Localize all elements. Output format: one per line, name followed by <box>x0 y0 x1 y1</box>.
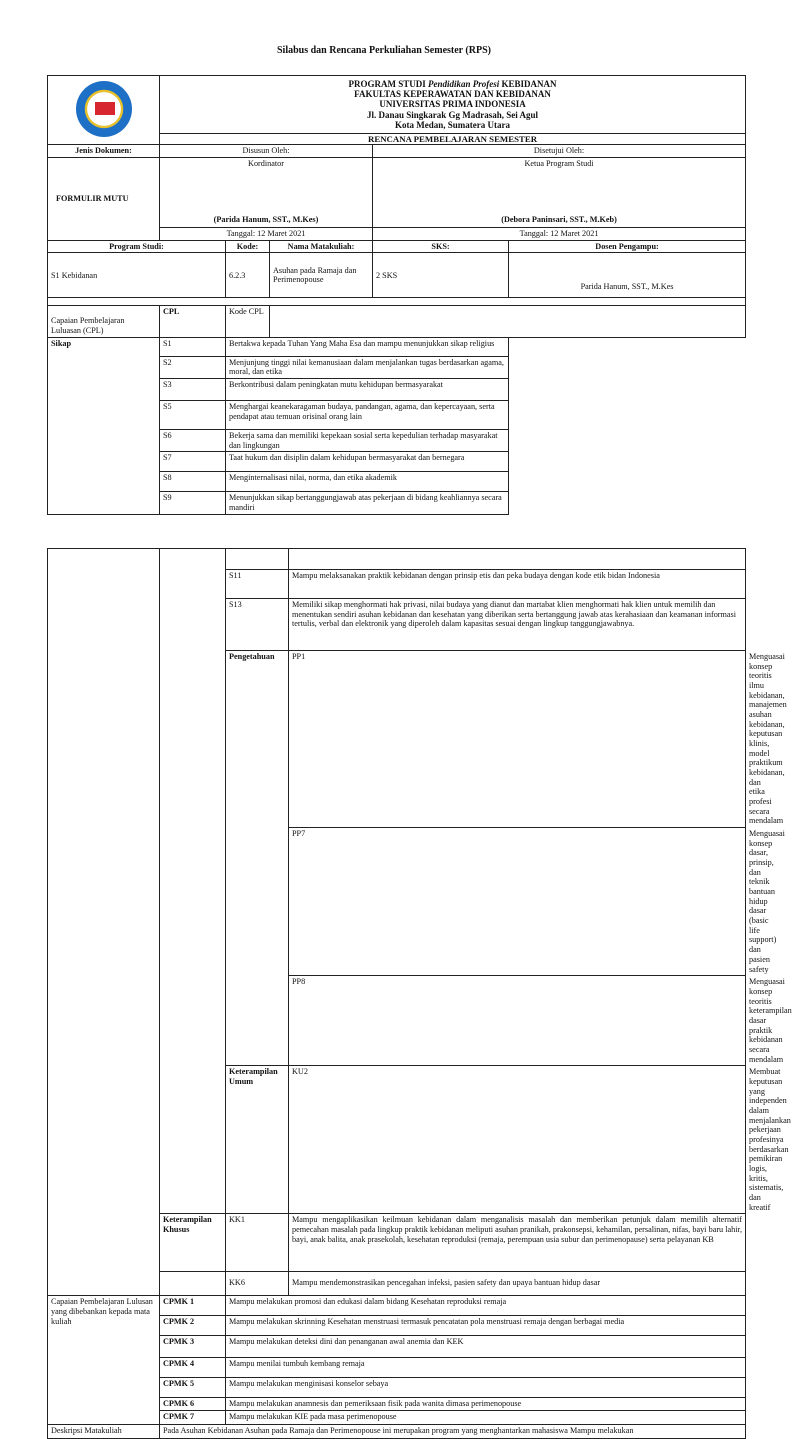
disusun-label: Disusun Oleh: <box>160 145 373 158</box>
tanggal-kordinator: Tanggal: 12 Maret 2021 <box>160 228 373 241</box>
text-kk6: Mampu mendemonstrasikan pencegahan infeksi, pasien safety dan upaya bantuan hidup dasar <box>289 1272 746 1296</box>
kode-cpl-header: Kode CPL <box>226 306 270 337</box>
cpl-text: Menunjukkan sikap bertanggungjawab atas pekerjaan di bidang keahliannya secara mandiri <box>226 492 509 514</box>
nama-matakuliah-value: Asuhan pada Ramaja dan Perimenopouse <box>270 253 373 298</box>
dosen-value: Parida Hanum, SST., M.Kes <box>509 253 746 298</box>
sks-value: 2 SKS <box>373 253 509 298</box>
cpmk-code: CPMK 3 <box>160 1336 226 1358</box>
code-kk6: KK6 <box>226 1272 289 1296</box>
empty-code <box>226 549 289 570</box>
code-pp7: PP7 <box>289 828 746 976</box>
cpl-code: S6 <box>160 430 226 452</box>
ketua-name: (Debora Paninsari, SST., M.Keb) <box>501 215 617 225</box>
code-pp1: PP1 <box>289 651 746 828</box>
rps-header-table <box>47 75 746 515</box>
cpl-label-continued <box>48 549 160 1296</box>
deskripsi-text: Pada Asuhan Kebidanan Asuhan pada Ramaja dan Perimenopouse ini merupakan program yang menghantarkan mahasiswa Mampu melakukan <box>160 1424 746 1438</box>
cpmk-text: Mampu melakukan anamnesis dan pemeriksaan fisik pada wanita dimasa perimenopouse <box>226 1398 746 1411</box>
code-s13: S13 <box>226 599 289 651</box>
cpl-text: Taat hukum dan disiplin dalam kehidupan bermasyarakat dan bernegara <box>226 452 509 472</box>
cpl-continuation-table: S11 Mampu melaksanakan praktik kebidanan dengan prinsip etis dan peka budaya dengan kode etik bidan Indonesia S13 Memiliki sikap menghormati hak privasi, nilai budaya yang dianut dan martabat klien menghormati hak klien untuk memilih dan menentukan sendiri asuhan kebidanan dan kesehatan yang diberikan serta bertanggung jawab atas kerahasiaan dan keamanan informasi tertulis, verbal dan elektronik yang diperoleh dalam kapasitas sesuai dengan lingkup tanggungjawabnya. Pengetahuan PP1 Menguasai konsep teoritis ilmu kebidanan, manajemen asuhan kebidanan, keputusan klinis, model praktikum kebidanan, dan etika profesi secara mendalam PP7 Menguasai konsep dasar, prinsip, dan teknik bantuan hidup dasar (basic life support) dan pasien safety PP8 Menguasai konsep teoritis keterampilan dasar praktik kebidanan secara mendalam Keterampilan Umum KU2 Membuat keputusan yang independen dalam menjalankan pekerjaan profesinya berdasarkan pemikiran logis, kritis, sistematis, dan kreatif Keterampilan Khusus KK1 Mampu mengaplikasikan keilmuan kebidanan dalam menganalisis masalah dan memberikan petunjuk dalam memilih alternatif pemecahan masalah pada lingkup praktik kebidanan meliputi asuhan pranikah, prakonsepsi, kehamilan, persalinan, nifas, bayi baru lahir, bayi, anak balita, anak prasekolah, kesehatan reproduksi (remaja, perempuan usia subur dan perimenopause) serta pelayanan KB KK6 Mampu mendemonstrasikan pencegahan infeksi, pasien safety dan upaya bantuan hidup dasar Capaian Pembelajaran Lulusan yang dibebankan kepada mata kuliah CPMK 1 Mampu melakukan promosi dan edukasi dalam bidang Kesehatan reproduksi remaja CPMK 2 Mampu melakukan skrinning Kesehatan menstruasi termasuk pencatatan pola menstruasi remaja dengan berbagai media CPMK 3 Mampu melakukan deteksi dini dan penanganan awal anemia dan KEK CPMK 4 Mampu menilai tumbuh kembang remaja CPMK 5 Mampu melakukan menginisasi konselor sebaya CPMK 6 Mampu melakukan anamnesis dan pemeriksaan fisik pada wanita dimasa perimenopouse CPMK 7 Mampu melakukan KIE pada masa perimenopouse Deskripsi Matakuliah Pada Asuhan Kebidanan Asuhan pada Ramaja dan Perimenopouse ini merupakan program yang menghantarkan mahasiswa Mampu melakukan <box>47 548 746 1439</box>
kordinator-name: (Parida Hanum, SST., M.Kes) <box>213 215 319 225</box>
kk-empty <box>160 1272 226 1296</box>
cpmk-code: CPMK 6 <box>160 1398 226 1411</box>
cpmk-code: CPMK 2 <box>160 1316 226 1336</box>
sks-header: SKS: <box>373 240 509 253</box>
code-ku2: KU2 <box>289 1066 746 1214</box>
dosen-header: Dosen Pengampu: <box>509 240 746 253</box>
jenis-dokumen-label: Jenis Dokumen: <box>48 145 160 158</box>
ketua-cell <box>373 158 746 228</box>
cpmk-code: CPMK 7 <box>160 1410 226 1424</box>
cpl-code: S5 <box>160 401 226 430</box>
cpl-code: S1 <box>160 337 226 356</box>
cpmk-text: Mampu melakukan skrinning Kesehatan menstruasi termasuk pencatatan pola menstruasi remaja dengan berbagai media <box>226 1316 746 1336</box>
tanggal-ketua: Tanggal: 12 Maret 2021 <box>373 228 746 241</box>
cpl-code: S7 <box>160 452 226 472</box>
cpl-row <box>48 337 746 356</box>
text-s13: Memiliki sikap menghormati hak privasi, nilai budaya yang dianut dan martabat klien menghormati hak klien untuk memilih dan menentukan sendiri asuhan kebidanan dan kesehatan yang diberikan serta bertanggung jawab atas kerahasiaan dan keamanan informasi tertulis, verbal dan elektronik yang diperoleh dalam kapasitas sesuai dengan lingkup tanggungjawabnya. <box>289 599 746 651</box>
nama-matakuliah-header: Nama Matakuliah: <box>270 240 373 253</box>
spacer-row <box>48 298 746 306</box>
cpmk-text: Mampu melakukan promosi dan edukasi dalam bidang Kesehatan reproduksi remaja <box>226 1296 746 1316</box>
program-studi-value: S1 Kebidanan <box>48 253 226 298</box>
code-s11: S11 <box>226 570 289 599</box>
program-studi-header: Program Studi: <box>48 240 226 253</box>
cpmk-text: Mampu melakukan KIE pada masa perimenopouse <box>226 1410 746 1424</box>
empty-description <box>289 549 746 570</box>
institution-header: PROGRAM STUDI Pendidikan Profesi KEBIDANAN FAKULTAS KEPERAWATAN DAN KEBIDANAN UNIVERSITAS PRIMA INDONESIA Jl. Danau Singkarak Gg Madrasah, Sei Agul Kota Medan, Sumatera Utara <box>160 76 746 134</box>
cpl-code: S8 <box>160 472 226 492</box>
cpl-text: Menjunjung tinggi nilai kemanusiaan dalam menjalankan tugas berdasarkan agama, moral, dan etika <box>226 356 509 378</box>
keterampilan-khusus-label: Keterampilan Khusus <box>160 1214 226 1272</box>
disetujui-label: Disetujui Oleh: <box>373 145 746 158</box>
deskripsi-label: Deskripsi Matakuliah <box>48 1424 160 1438</box>
rps-title: RENCANA PEMBELAJARAN SEMESTER <box>160 134 746 145</box>
cpmk-code: CPMK 4 <box>160 1358 226 1378</box>
cpl-text: Menginternalisasi nilai, norma, dan etika akademik <box>226 472 509 492</box>
kordinator-cell <box>160 158 373 228</box>
formulir-mutu: FORMULIR MUTU <box>48 158 160 241</box>
cpl-text: Bertakwa kepada Tuhan Yang Maha Esa dan mampu menunjukkan sikap religius <box>226 337 509 356</box>
ketua-label: Ketua Program Studi <box>524 159 594 169</box>
sikap-continued <box>160 549 226 1214</box>
pengetahuan-label: Pengetahuan <box>226 651 289 1066</box>
cpl-text: Menghargai keanekaragaman budaya, pandangan, agama, dan kepercayaan, serta pendapat atau temuan orisinal orang lain <box>226 401 509 430</box>
code-kk1: KK1 <box>226 1214 289 1272</box>
sikap-label: Sikap <box>48 337 160 514</box>
kode-header: Kode: <box>226 240 270 253</box>
university-logo-icon <box>76 81 132 137</box>
cpl-text: Berkontribusi dalam peningkatan mutu kehidupan bermasyarakat <box>226 379 509 401</box>
kode-value: 6.2.3 <box>226 253 270 298</box>
cpl-text: Bekerja sama dan memiliki kepekaan sosial serta kepedulian terhadap masyarakat dan lingkungan <box>226 430 509 452</box>
cpmk-text: Mampu melakukan deteksi dini dan penanganan awal anemia dan KEK <box>226 1336 746 1358</box>
code-pp8: PP8 <box>289 976 746 1066</box>
cpl-code: S2 <box>160 356 226 378</box>
logo-cell <box>48 76 160 145</box>
kordinator-label: Kordinator <box>248 159 284 169</box>
document-title: Silabus dan Rencana Perkuliahan Semester (RPS) <box>276 45 491 56</box>
cpl-code: S3 <box>160 379 226 401</box>
cpmk-row <box>48 1296 746 1316</box>
cpmk-label: Capaian Pembelajaran Lulusan yang dibebankan kepada mata kuliah <box>48 1296 160 1425</box>
keterampilan-umum-label: Keterampilan Umum <box>226 1066 289 1214</box>
cpmk-code: CPMK 5 <box>160 1378 226 1398</box>
cpl-description-header <box>270 306 746 337</box>
cpmk-text: Mampu melakukan menginisasi konselor sebaya <box>226 1378 746 1398</box>
cpl-column-header: CPL <box>160 306 226 337</box>
text-kk1: Mampu mengaplikasikan keilmuan kebidanan dalam menganalisis masalah dan memberikan petunjuk dalam memilih alternatif pemecahan masalah pada lingkup praktik kebidanan meliputi asuhan pranikah, prakonsepsi, kehamilan, persalinan, nifas, bayi baru lahir, bayi, anak balita, anak prasekolah, kesehatan reproduksi (remaja, perempuan usia subur dan perimenopause) serta pelayanan KB <box>289 1214 746 1272</box>
cpl-code: S9 <box>160 492 226 514</box>
cpmk-code: CPMK 1 <box>160 1296 226 1316</box>
text-s11: Mampu melaksanakan praktik kebidanan dengan prinsip etis dan peka budaya dengan kode etik bidan Indonesia <box>289 570 746 599</box>
cpl-label: Capaian Pembelajaran Luluasan (CPL) <box>48 306 160 337</box>
cpmk-text: Mampu menilai tumbuh kembang remaja <box>226 1358 746 1378</box>
